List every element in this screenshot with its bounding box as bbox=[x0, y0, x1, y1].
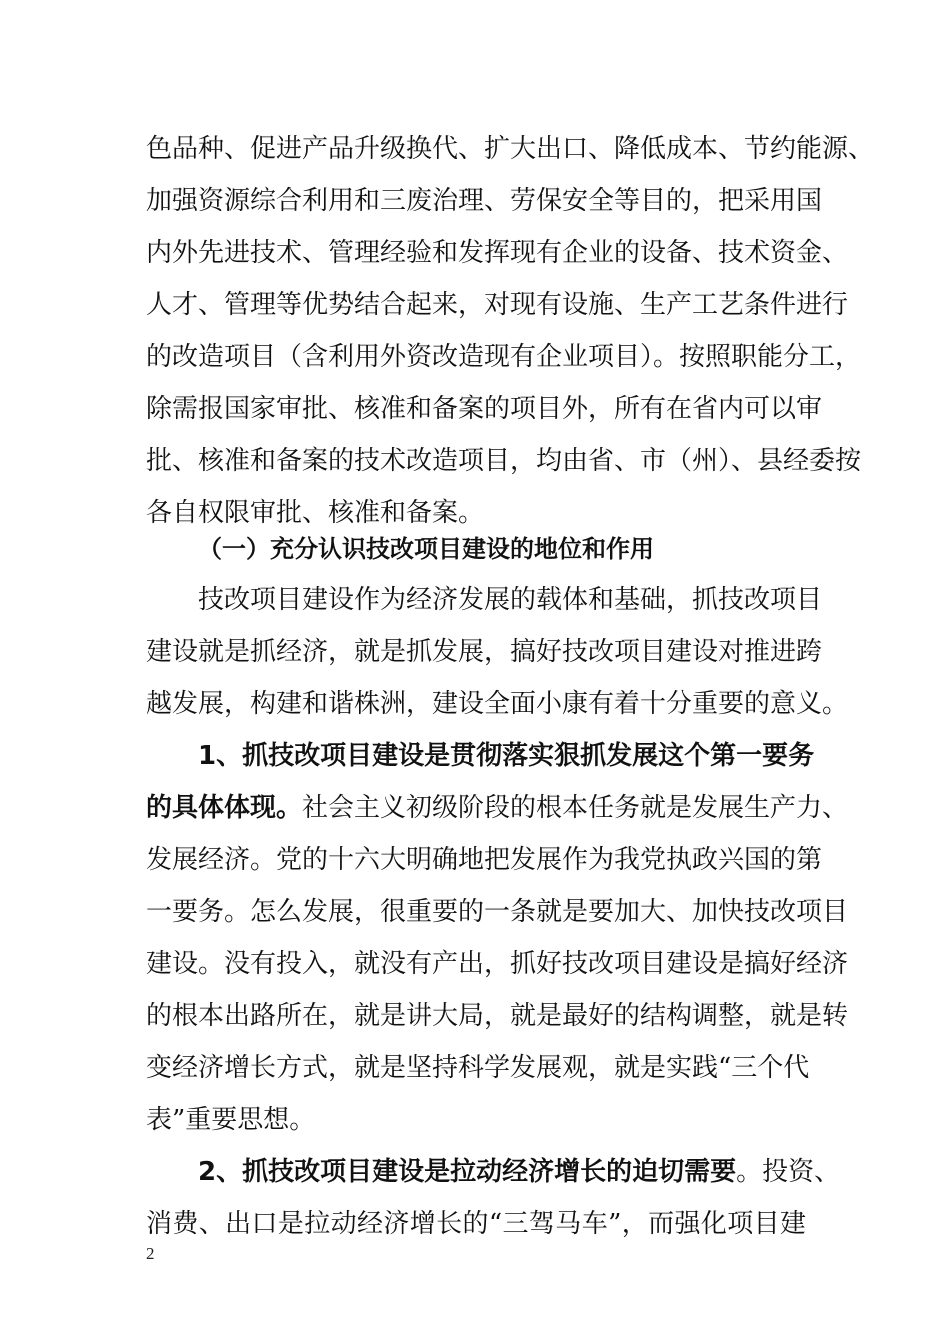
point-1-heading-end: 的具体体现。 bbox=[146, 793, 303, 823]
point-1-heading-text: 1、抓技改项目建设是贯彻落实狠抓发展这个第一要务 bbox=[198, 741, 815, 771]
point-2-line bbox=[198, 1155, 841, 1189]
body-text-line: 变经济增长方式，就是坚持科学发展观，就是实践“三个代 bbox=[146, 1053, 810, 1083]
body-text-line: 表”重要思想。 bbox=[146, 1105, 316, 1135]
point-2-text: 。投资、 bbox=[736, 1157, 841, 1187]
body-text-line: 人才、管理等优势结合起来，对现有设施、生产工艺条件进行 bbox=[146, 290, 849, 320]
body-text-line: 越发展，构建和谐株洲，建设全面小康有着十分重要的意义。 bbox=[146, 689, 849, 719]
point-1-heading-line bbox=[198, 739, 815, 773]
point-1-text: 社会主义初级阶段的根本任务就是发展生产力、 bbox=[302, 793, 849, 823]
body-text-line: 除需报国家审批、核准和备案的项目外，所有在省内可以审 bbox=[146, 394, 823, 424]
body-text-line: 加强资源综合利用和三废治理、劳保安全等目的，把采用国 bbox=[146, 186, 823, 216]
body-text-line: 色品种、促进产品升级换代、扩大出口、降低成本、节约能源、 bbox=[146, 134, 875, 164]
body-text-line: 的改造项目（含利用外资改造现有企业项目）。按照职能分工， bbox=[146, 342, 862, 372]
body-text-line: 批、核准和备案的技术改造项目，均由省、市（州）、县经委按 bbox=[146, 446, 862, 476]
body-text-line: 消费、出口是拉动经济增长的“三驾马车”，而强化项目建 bbox=[146, 1209, 806, 1239]
body-text-line: 内外先进技术、管理经验和发挥现有企业的设备、技术资金、 bbox=[146, 238, 849, 268]
page-number: 2 bbox=[146, 1244, 155, 1263]
section-heading: （一）充分认识技改项目建设的地位和作用 bbox=[198, 535, 654, 563]
body-text-line: 各自权限审批、核准和备案。 bbox=[146, 498, 485, 528]
body-text-line: 技改项目建设作为经济发展的载体和基础，抓技改项目 bbox=[198, 585, 823, 615]
body-text-line: 发展经济。党的十六大明确地把发展作为我党执政兴国的第 bbox=[146, 845, 823, 875]
point-2-heading: 2、抓技改项目建设是拉动经济增长的迫切需要 bbox=[198, 1157, 737, 1187]
body-text-line: 的根本出路所在，就是讲大局，就是最好的结构调整，就是转 bbox=[146, 1001, 849, 1031]
body-text-line: 建设。没有投入，就没有产出，抓好技改项目建设是搞好经济 bbox=[146, 949, 849, 979]
body-text-line: 建设就是抓经济，就是抓发展，搞好技改项目建设对推进跨 bbox=[146, 637, 823, 667]
body-text-line: 一要务。怎么发展，很重要的一条就是要加大、加快技改项目 bbox=[146, 897, 849, 927]
point-1-line bbox=[146, 791, 849, 825]
